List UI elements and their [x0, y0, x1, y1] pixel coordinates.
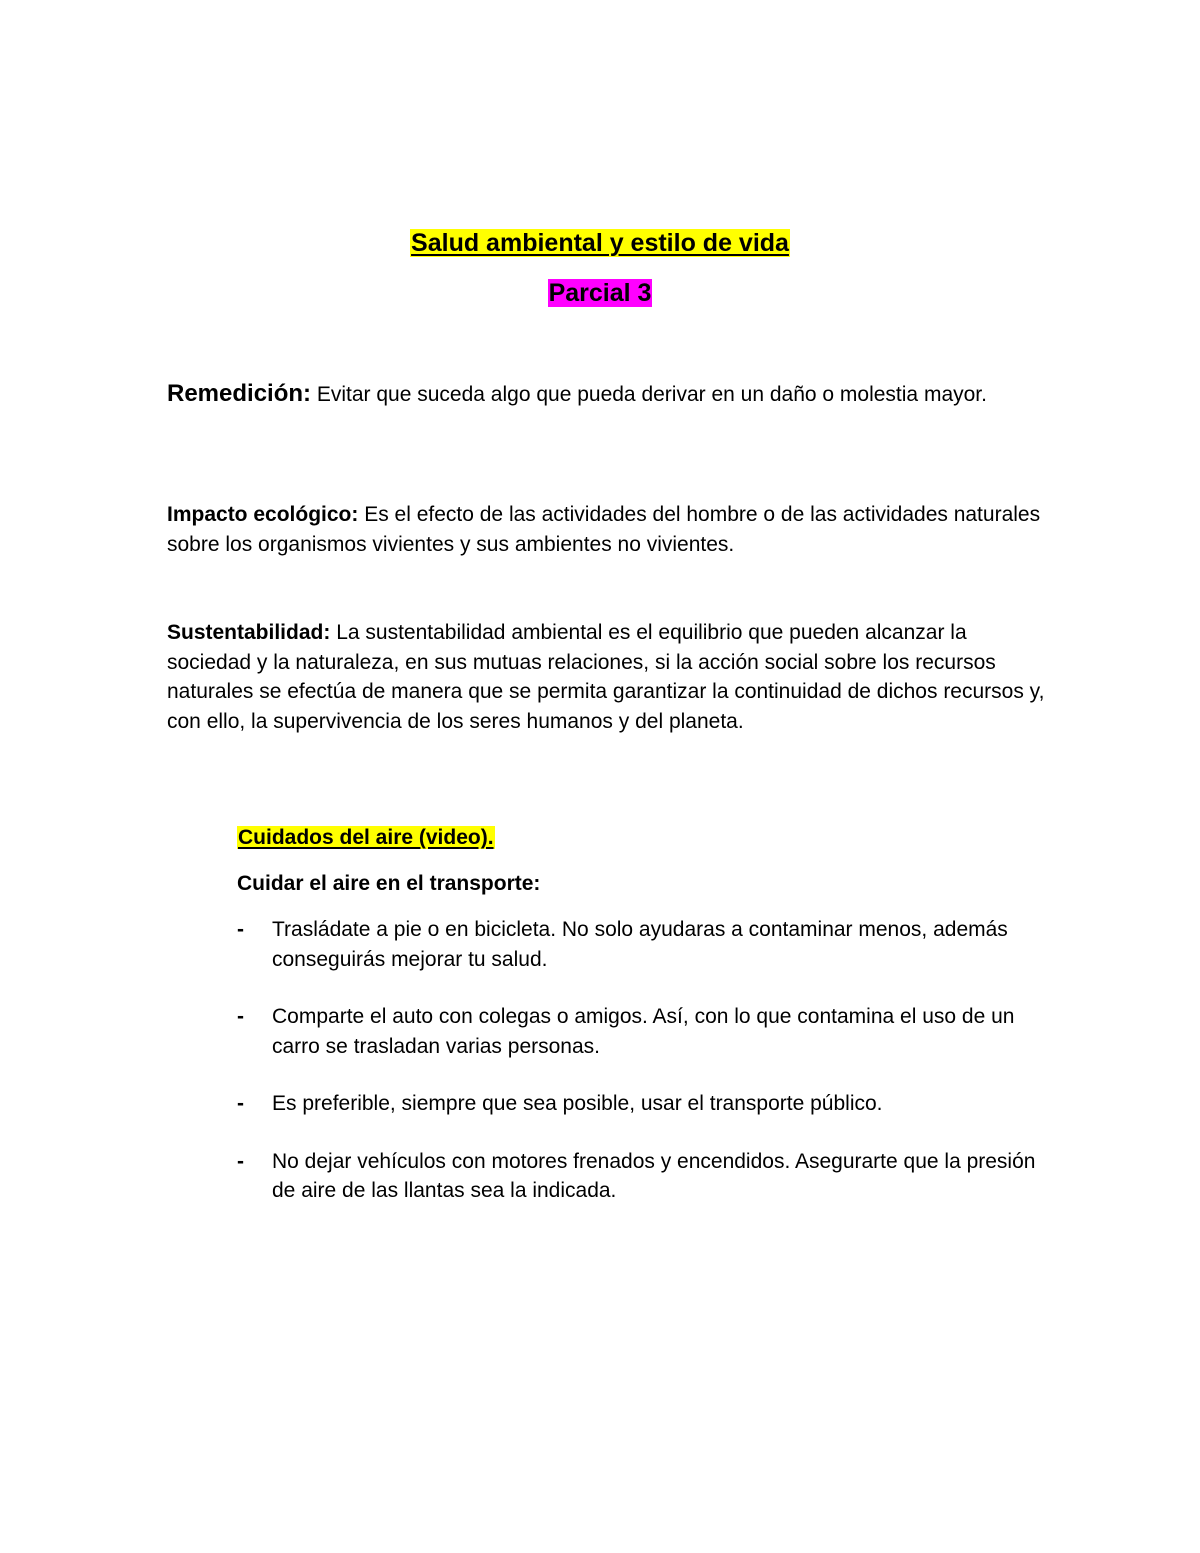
list-item-text: No dejar vehículos con motores frenados y encendidos. Asegurarte que la presión de aire de las llantas sea la indicada.	[272, 1149, 1036, 1202]
section-subheading: Cuidar el aire en el transporte:	[237, 872, 541, 895]
list-item	[237, 1147, 1037, 1206]
bullet-dash: -	[237, 918, 244, 941]
list-item	[237, 1089, 1037, 1119]
list-item-text: Es preferible, siempre que sea posible, usar el transporte público.	[272, 1092, 883, 1115]
bullet-dash: -	[237, 1005, 244, 1028]
definition-remediacion	[167, 379, 1047, 410]
definition-term: Sustentabilidad:	[167, 621, 331, 644]
document-title: Salud ambiental y estilo de vida	[411, 229, 789, 257]
bullet-dash: -	[237, 1149, 244, 1173]
definition-term: Impacto ecológico:	[167, 503, 359, 526]
title-row	[0, 229, 1200, 258]
section-heading-text: Cuidados del aire (video).	[238, 826, 494, 849]
transport-tips-list	[237, 915, 1037, 1234]
definition-impacto-ecologico	[167, 500, 1047, 559]
document-subtitle: Parcial 3	[548, 279, 652, 307]
list-item-text: Comparte el auto con colegas o amigos. Así, con lo que contamina el uso de un carro se trasladan varias personas.	[272, 1005, 1015, 1058]
definition-term: Remedición:	[167, 380, 312, 407]
definition-sustentabilidad	[167, 618, 1047, 736]
list-item	[237, 915, 1037, 974]
bullet-dash: -	[237, 1092, 244, 1115]
subtitle-row	[0, 279, 1200, 308]
list-item	[237, 1002, 1037, 1061]
list-item-text: Trasládate a pie o en bicicleta. No solo ayudaras a contaminar menos, además conseguirás mejorar tu salud.	[272, 918, 1008, 971]
definition-text: Es el efecto de las actividades del hombre o de las actividades naturales sobre los organismos vivientes y sus ambientes no vivientes.	[167, 503, 1041, 556]
section-heading	[237, 826, 495, 850]
definition-text: La sustentabilidad ambiental es el equilibrio que pueden alcanzar la sociedad y la naturaleza, en sus mutuas relaciones, si la acción social sobre los recursos naturales se efectúa de manera que se permita garantizar la continuidad de dichos recursos y, con ello, la supervivencia de los seres humanos y del planeta.	[167, 621, 1045, 733]
definition-text: Evitar que suceda algo que pueda derivar en un daño o molestia mayor.	[311, 383, 987, 406]
